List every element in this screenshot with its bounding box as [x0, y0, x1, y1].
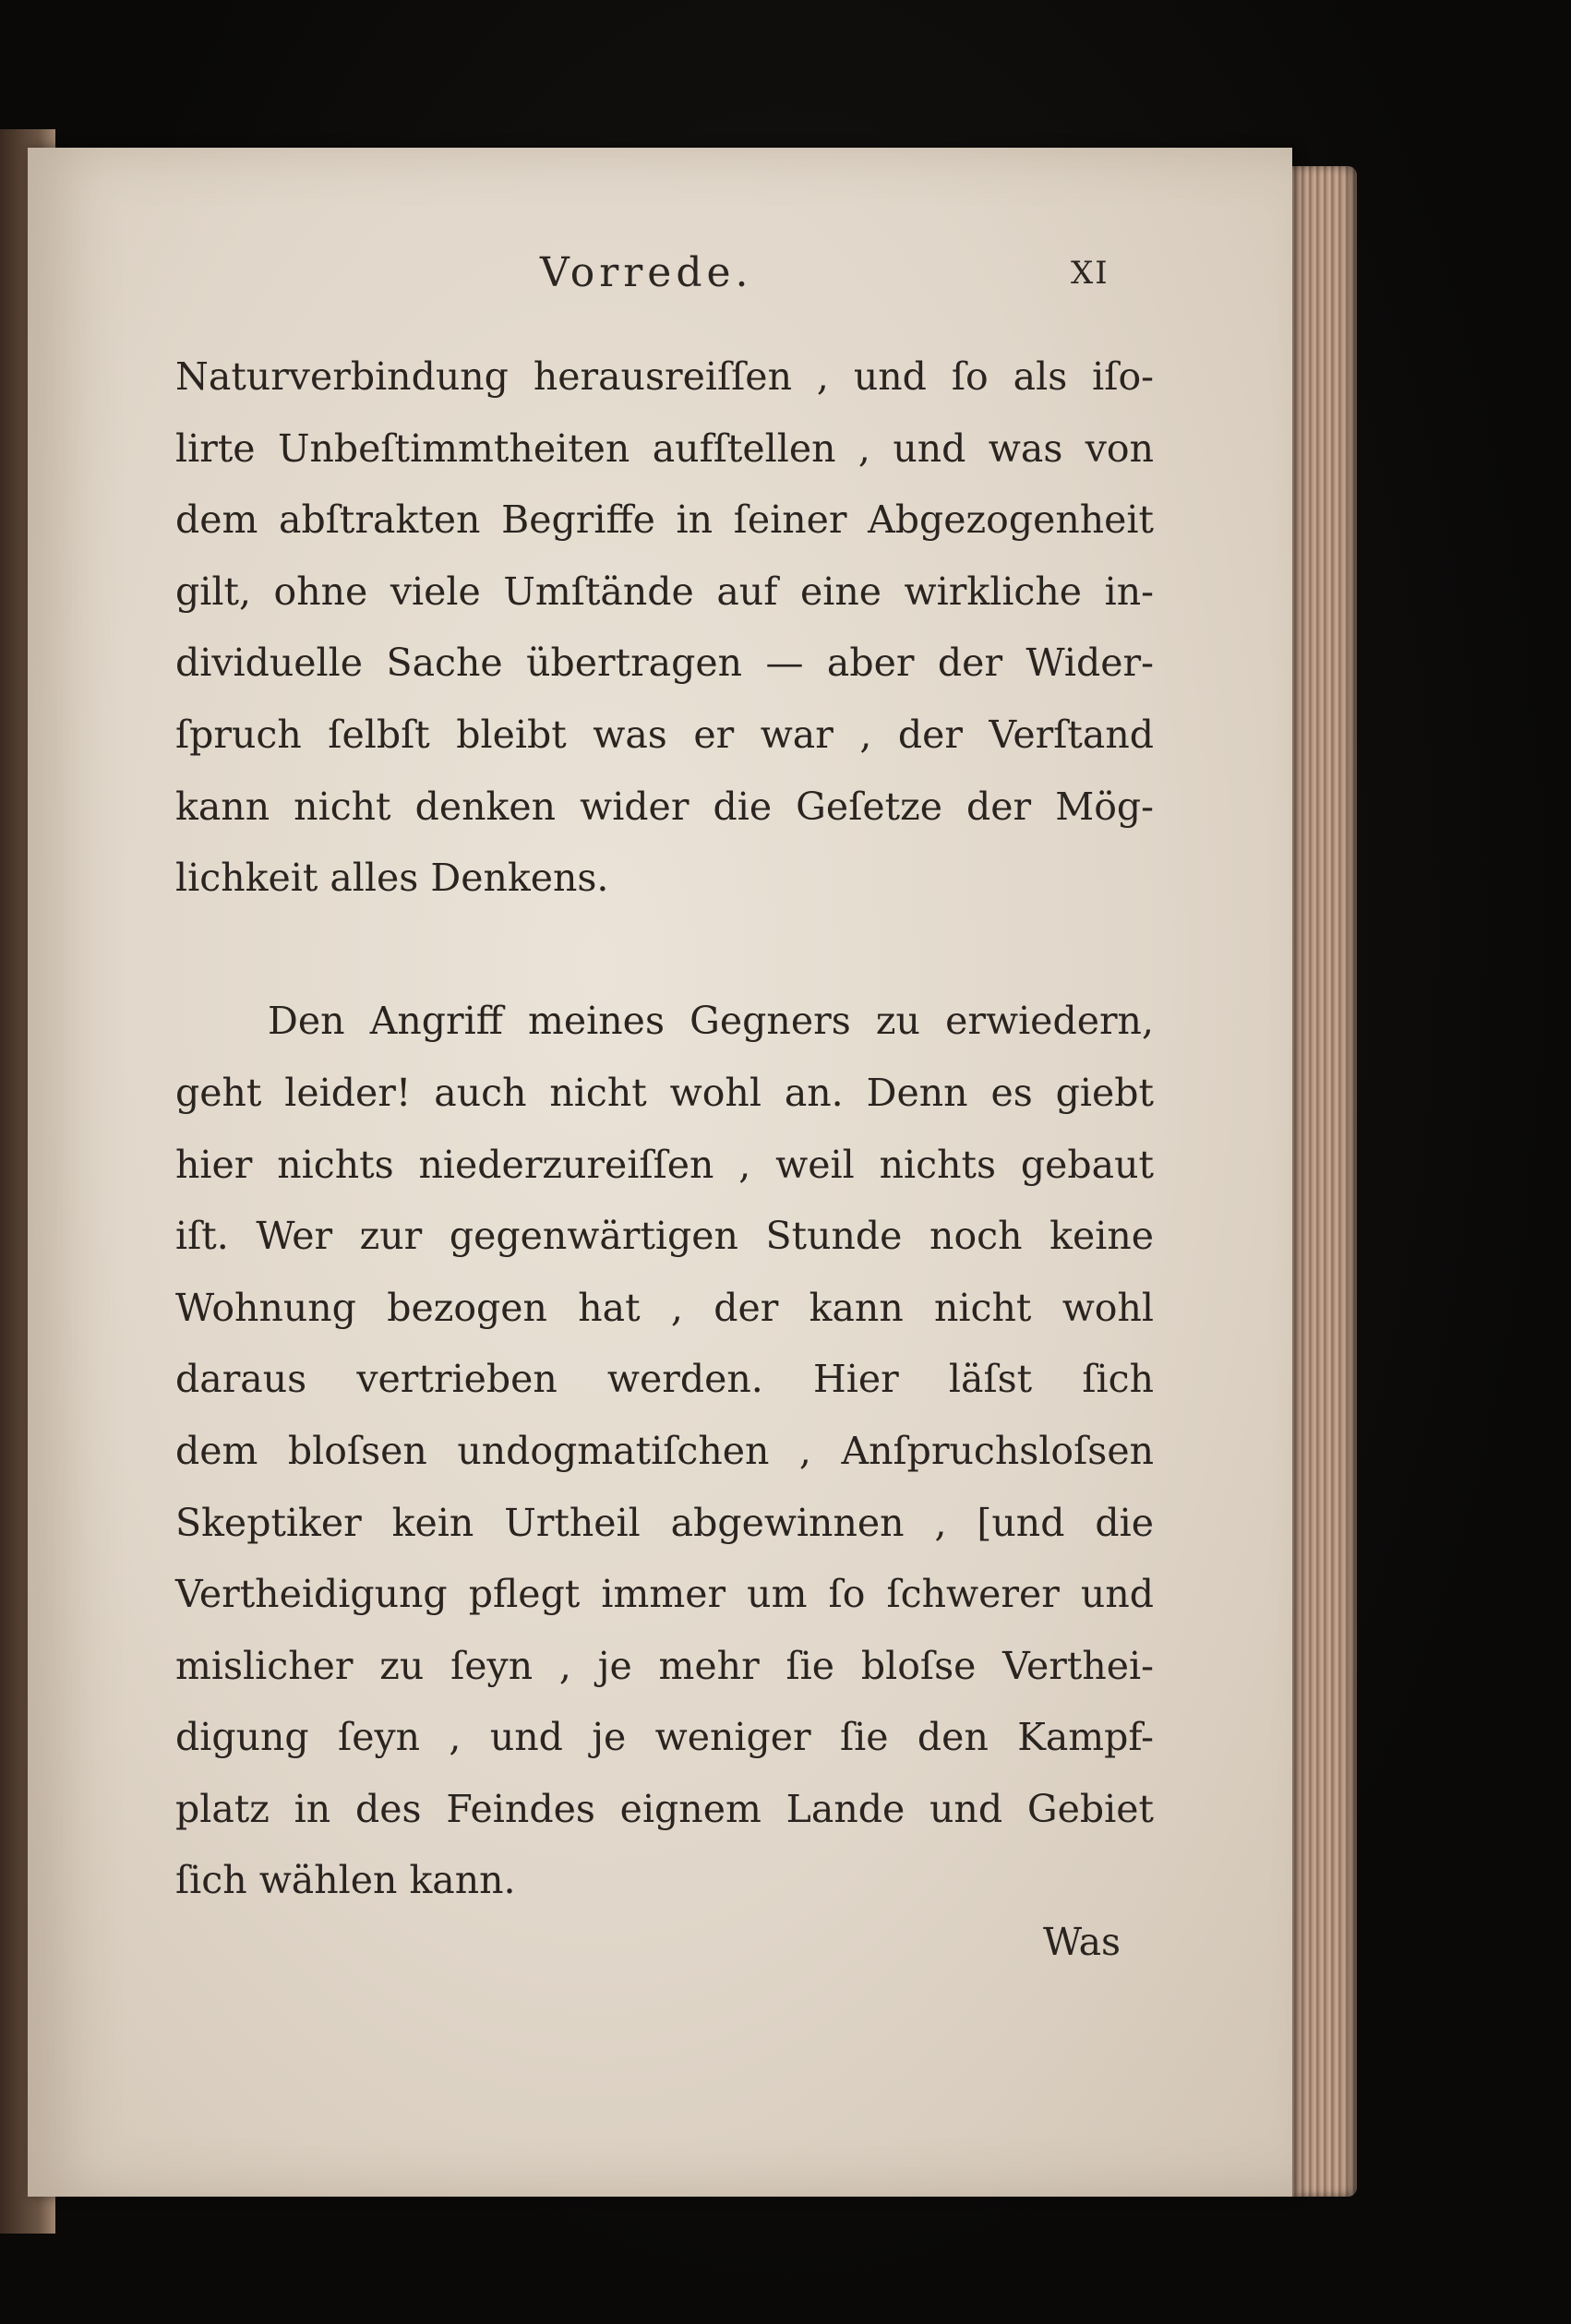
page-number: XI — [1071, 255, 1109, 292]
text-line: mislicher zu ſeyn , je mehr ſie bloſse Verthei- — [175, 1643, 1154, 1688]
text-line: ſich wählen kann. — [175, 1858, 516, 1903]
text-line: lichkeit alles Denkens. — [175, 856, 609, 901]
text-line: platz in des Feindes eignem Lande und Gebiet — [175, 1786, 1154, 1831]
text-line: Naturverbindung herausreiſſen , und ſo als iſo- — [175, 354, 1154, 399]
text-line: dem bloſsen undogmatiſchen , Anſpruchsloſsen — [175, 1428, 1154, 1473]
text-line: iſt. Wer zur gegenwärtigen Stunde noch keine — [175, 1214, 1154, 1259]
text-line: dividuelle Sache übertragen — aber der Wider- — [175, 641, 1154, 686]
text-line: kann nicht denken wider die Geſetze der Mög- — [175, 784, 1154, 829]
page-header — [28, 249, 1292, 305]
text-line: digung ſeyn , und je weniger ſie den Kampf- — [175, 1715, 1154, 1760]
catchword: Was — [1043, 1920, 1121, 1964]
text-line: ſpruch ſelbſt bleibt was er war , der Verſtand — [175, 712, 1154, 757]
text-line: Skeptiker kein Urtheil abgewinnen , [und die — [175, 1500, 1154, 1545]
text-line: gilt, ohne viele Umſtände auf eine wirkliche in- — [175, 569, 1154, 614]
text-line: lirte Unbeſtimmtheiten aufſtellen , und was von — [175, 425, 1154, 471]
text-line: dem abſtrakten Begriffe in ſeiner Abgezogenheit — [175, 497, 1154, 543]
text-line: geht leider! auch nicht wohl an. Denn es giebt — [175, 1070, 1154, 1115]
text-line: Vertheidigung pflegt immer um ſo ſchwerer und — [175, 1572, 1154, 1617]
text-block — [175, 341, 1154, 1917]
text-line: hier nichts niederzureiſſen , weil nichts gebaut — [175, 1142, 1154, 1187]
book-page — [28, 148, 1292, 2197]
text-line: Wohnung bezogen hat , der kann nicht wohl — [175, 1285, 1154, 1330]
page-edges — [1283, 166, 1357, 2197]
text-line: daraus vertrieben werden. Hier läſst ſich — [175, 1357, 1154, 1402]
running-title: Vorrede. — [540, 249, 753, 296]
paragraph-gap — [175, 915, 1154, 987]
text-line: Den Angriff meines Gegners zu erwiedern, — [268, 999, 1154, 1044]
